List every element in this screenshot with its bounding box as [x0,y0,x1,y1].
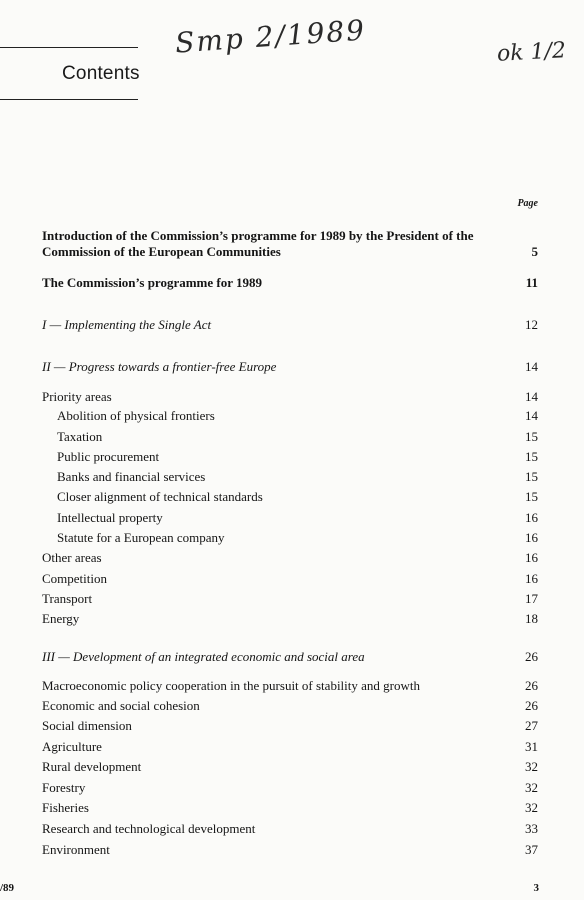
toc-entry-page: 15 [525,429,538,444]
toc-entry-title: Statute for a European company [57,530,225,545]
footer-left-code: /89 [0,882,15,894]
toc-entry-title: Transport [42,591,93,606]
toc-entry-title: Economic and social cohesion [42,698,200,713]
toc-entry-page: 26 [525,649,538,664]
toc-entry-title: Taxation [57,429,103,444]
toc-entry-title: Fisheries [42,800,89,815]
toc-entry-page: 32 [525,800,538,815]
toc-entry-page: 15 [525,489,538,504]
page-title: Contents [62,63,140,84]
toc-entry-page: 16 [525,550,538,565]
toc-entry-title: Environment [42,842,110,857]
toc-entry-page: 33 [525,821,538,836]
toc-entry-page: 14 [525,408,538,423]
header-bottom-rule [0,99,138,100]
toc-entry-page: 16 [525,571,538,586]
toc-entry-title: Macroeconomic policy cooperation in the pursuit of stability and growth [42,678,420,693]
toc-entry-page: 16 [525,510,538,525]
toc-entry-page: 17 [525,591,538,606]
toc-entry-title: Public procurement [57,449,160,464]
toc-entry-page: 14 [525,389,538,404]
toc-entry-page: 15 [525,449,538,464]
toc-entry-title: Research and technological development [42,821,256,836]
toc-entry-title: Rural development [42,759,142,774]
toc-entry-page: 12 [525,317,538,332]
toc-entry-page: 11 [525,275,538,290]
toc-entry-page: 18 [525,611,538,626]
toc-entry-page: 32 [525,759,538,774]
toc-entry-page: 37 [525,842,538,857]
toc-entry-page: 31 [525,739,538,754]
toc-entry-title: Forestry [42,780,86,795]
toc-entry-title: II — Progress towards a frontier-free Europe [42,359,277,374]
toc-entry-title: I — Implementing the Single Act [42,317,212,332]
toc-entry-title: Closer alignment of technical standards [57,489,263,504]
toc-entry-title: Agriculture [42,739,102,754]
toc-entry-title: The Commission’s programme for 1989 [42,275,263,290]
page-column-label: Page [517,198,538,209]
toc-entry-title: Other areas [42,550,102,565]
toc-entry-page: 26 [525,678,538,693]
footer-page-number: 3 [533,882,539,894]
toc-entry-title: Intellectual property [57,510,163,525]
toc-entry-title: Introduction of the Commission’s programme for 1989 by the President of the Commission of the European Communities [42,228,474,259]
toc-entry-page: 14 [525,359,538,374]
toc-entry-page: 32 [525,780,538,795]
toc-entry-title: III — Development of an integrated economic and social area [42,649,365,664]
toc-entry-title: Priority areas [42,389,112,404]
toc-entry-title: Banks and financial services [57,469,206,484]
toc-entry-title: Social dimension [42,718,132,733]
toc-entry-title: Energy [42,611,80,626]
handwritten-ok-annotation: ok 1/2 [496,38,567,67]
toc-entry-page: 16 [525,530,538,545]
toc-entry-title: Abolition of physical frontiers [57,408,215,423]
toc-entry-page: 27 [525,718,538,733]
header-top-rule [0,47,138,48]
toc-entry-page: 15 [525,469,538,484]
handwritten-date-annotation: Smp 2/1989 [174,13,367,60]
toc-entry-title: Competition [42,571,107,586]
toc-entry-page: 26 [525,698,538,713]
toc-entry-page: 5 [531,244,538,259]
